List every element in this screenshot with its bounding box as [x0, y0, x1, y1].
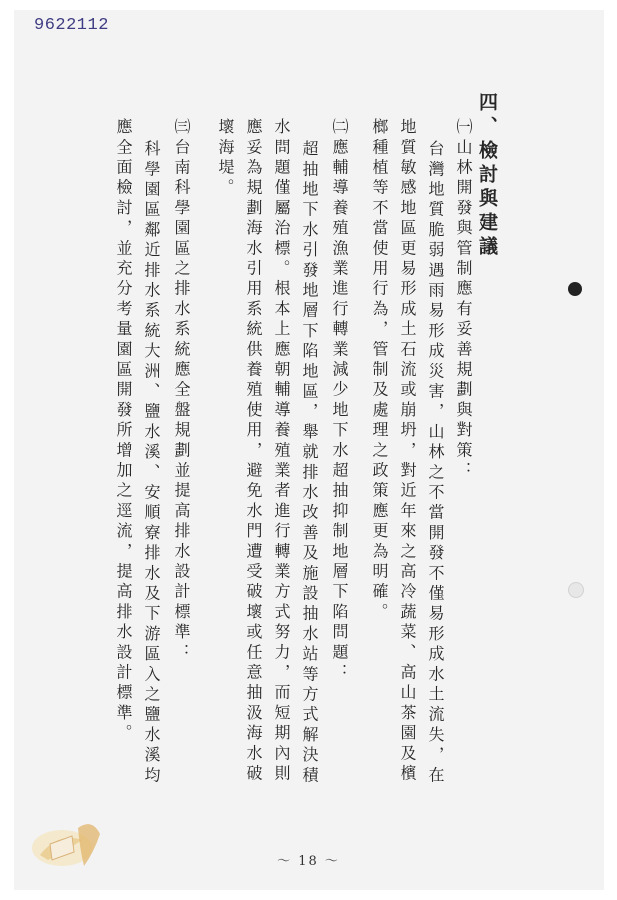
paragraph-line: 榔種植等不當使用行為，管制及處理之政策應更為明確。	[370, 118, 389, 623]
paragraph-line: 超抽地下水引發地層下陷地區，舉就排水改善及施設抽水站等方式解決積	[300, 140, 319, 787]
archive-logo-icon	[20, 800, 120, 880]
page-number: ～ 18 ～	[277, 854, 340, 869]
paragraph-line: 台灣地質脆弱遇雨易形成災害，山林之不當開發不僅易形成水土流失，在	[426, 140, 445, 787]
subsection-title-1: ㈠山林開發與管制應有妥善規劃與對策：	[454, 118, 473, 482]
section-heading: 四、檢討與建議	[476, 92, 498, 260]
paragraph-line: 壞海堤。	[216, 118, 235, 199]
subsection-title-3: ㈢台南科學園區之排水系統應全盤規劃並提高排水設計標準：	[172, 118, 191, 664]
punch-hole-icon	[568, 582, 584, 598]
paragraph-line: 地質敏感地區更易形成土石流或崩坍，對近年來之高冷蔬菜、高山茶園及檳	[398, 118, 417, 785]
punch-hole-icon	[568, 282, 582, 296]
paragraph-line: 應全面檢討，並充分考量園區開發所增加之逕流，提高排水設計標準。	[114, 118, 133, 745]
paragraph-line: 應妥為規劃海水引用系統供養殖使用，避免水門遭受破壞或任意抽汲海水破	[244, 118, 263, 785]
subsection-title-2: ㈡應輔導養殖漁業進行轉業減少地下水超抽抑制地層下陷問題：	[330, 118, 349, 684]
paragraph-line: 科學園區鄰近排水系統大洲、鹽水溪、安順寮排水及下游區入之鹽水溪均	[142, 140, 161, 787]
paragraph-line: 水問題僅屬治標。根本上應朝輔導養殖業者進行轉業方式努力，而短期內則	[272, 118, 291, 785]
document-number: 9622112	[34, 16, 109, 35]
